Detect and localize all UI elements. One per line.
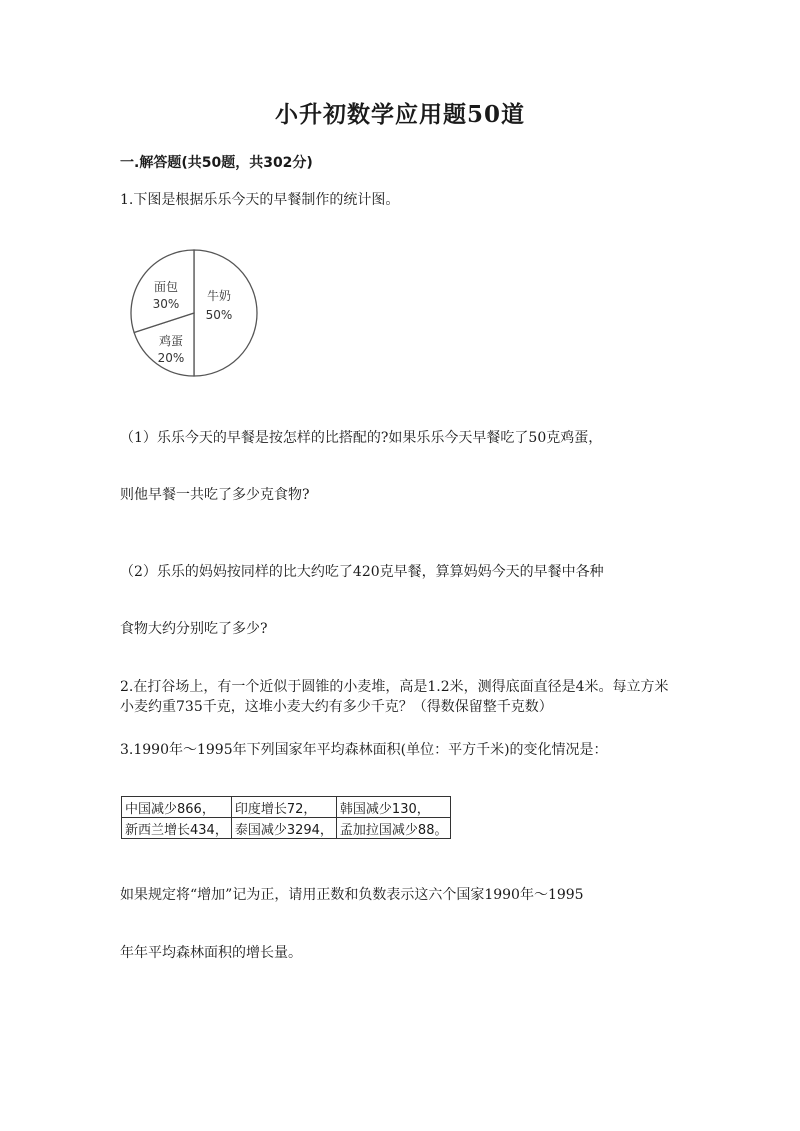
table-cell: 中国减少866，: [122, 797, 232, 818]
question-1-part-1-line-2: 则他早餐一共吃了多少克食物?: [120, 487, 310, 503]
question-1-part-1-line-1: （1）乐乐今天的早餐是按怎样的比搭配的?如果乐乐今天早餐吃了50克鸡蛋，: [120, 430, 603, 446]
question-3-text: 3.1990年～1995年下列国家年平均森林面积(单位：平方千米)的变化情况是：: [120, 742, 608, 758]
pie-label-milk-pct: 50%: [205, 308, 233, 322]
table-cell: 孟加拉国减少88。: [336, 818, 451, 839]
question-1-part-2-line-2: 食物大约分别吃了多少?: [120, 621, 268, 637]
question-3-after-line-2: 年年平均森林面积的增长量。: [120, 945, 302, 961]
pie-label-bread-pct: 30%: [152, 297, 180, 311]
question-2-text: 2.在打谷场上，有一个近似于圆锥的小麦堆，高是1.2米，测得底面直径是4米。每立方米小麦约重735千克，这堆小麦大约有多少千克？（得数保留整千克数）: [120, 679, 669, 715]
pie-label-milk-name: 牛奶: [206, 289, 232, 303]
pie-label-bread-name: 面包: [153, 280, 179, 294]
table-cell: 韩国减少130，: [336, 797, 451, 818]
page-title: 小升初数学应用题50道: [274, 101, 525, 128]
table-row: [122, 818, 451, 839]
table-cell: 泰国减少3294，: [231, 818, 336, 839]
question-3-after-line-1: 如果规定将“增加”记为正，请用正数和负数表示这六个国家1990年～1995: [120, 887, 584, 903]
section-heading: 一.解答题(共50题，共302分): [120, 155, 313, 171]
question-1-part-2-line-1: （2）乐乐的妈妈按同样的比大约吃了420克早餐，算算妈妈今天的早餐中各种: [120, 564, 604, 580]
table-cell: 印度增长72，: [231, 797, 336, 818]
pie-label-egg-name: 鸡蛋: [158, 334, 184, 348]
breakfast-pie-chart: [128, 247, 260, 379]
pie-label-egg-pct: 20%: [157, 351, 185, 365]
table-row: [122, 797, 451, 818]
table-cell: 新西兰增长434，: [122, 818, 232, 839]
forest-change-table: [121, 796, 451, 839]
question-1-text: 1.下图是根据乐乐今天的早餐制作的统计图。: [120, 192, 400, 208]
